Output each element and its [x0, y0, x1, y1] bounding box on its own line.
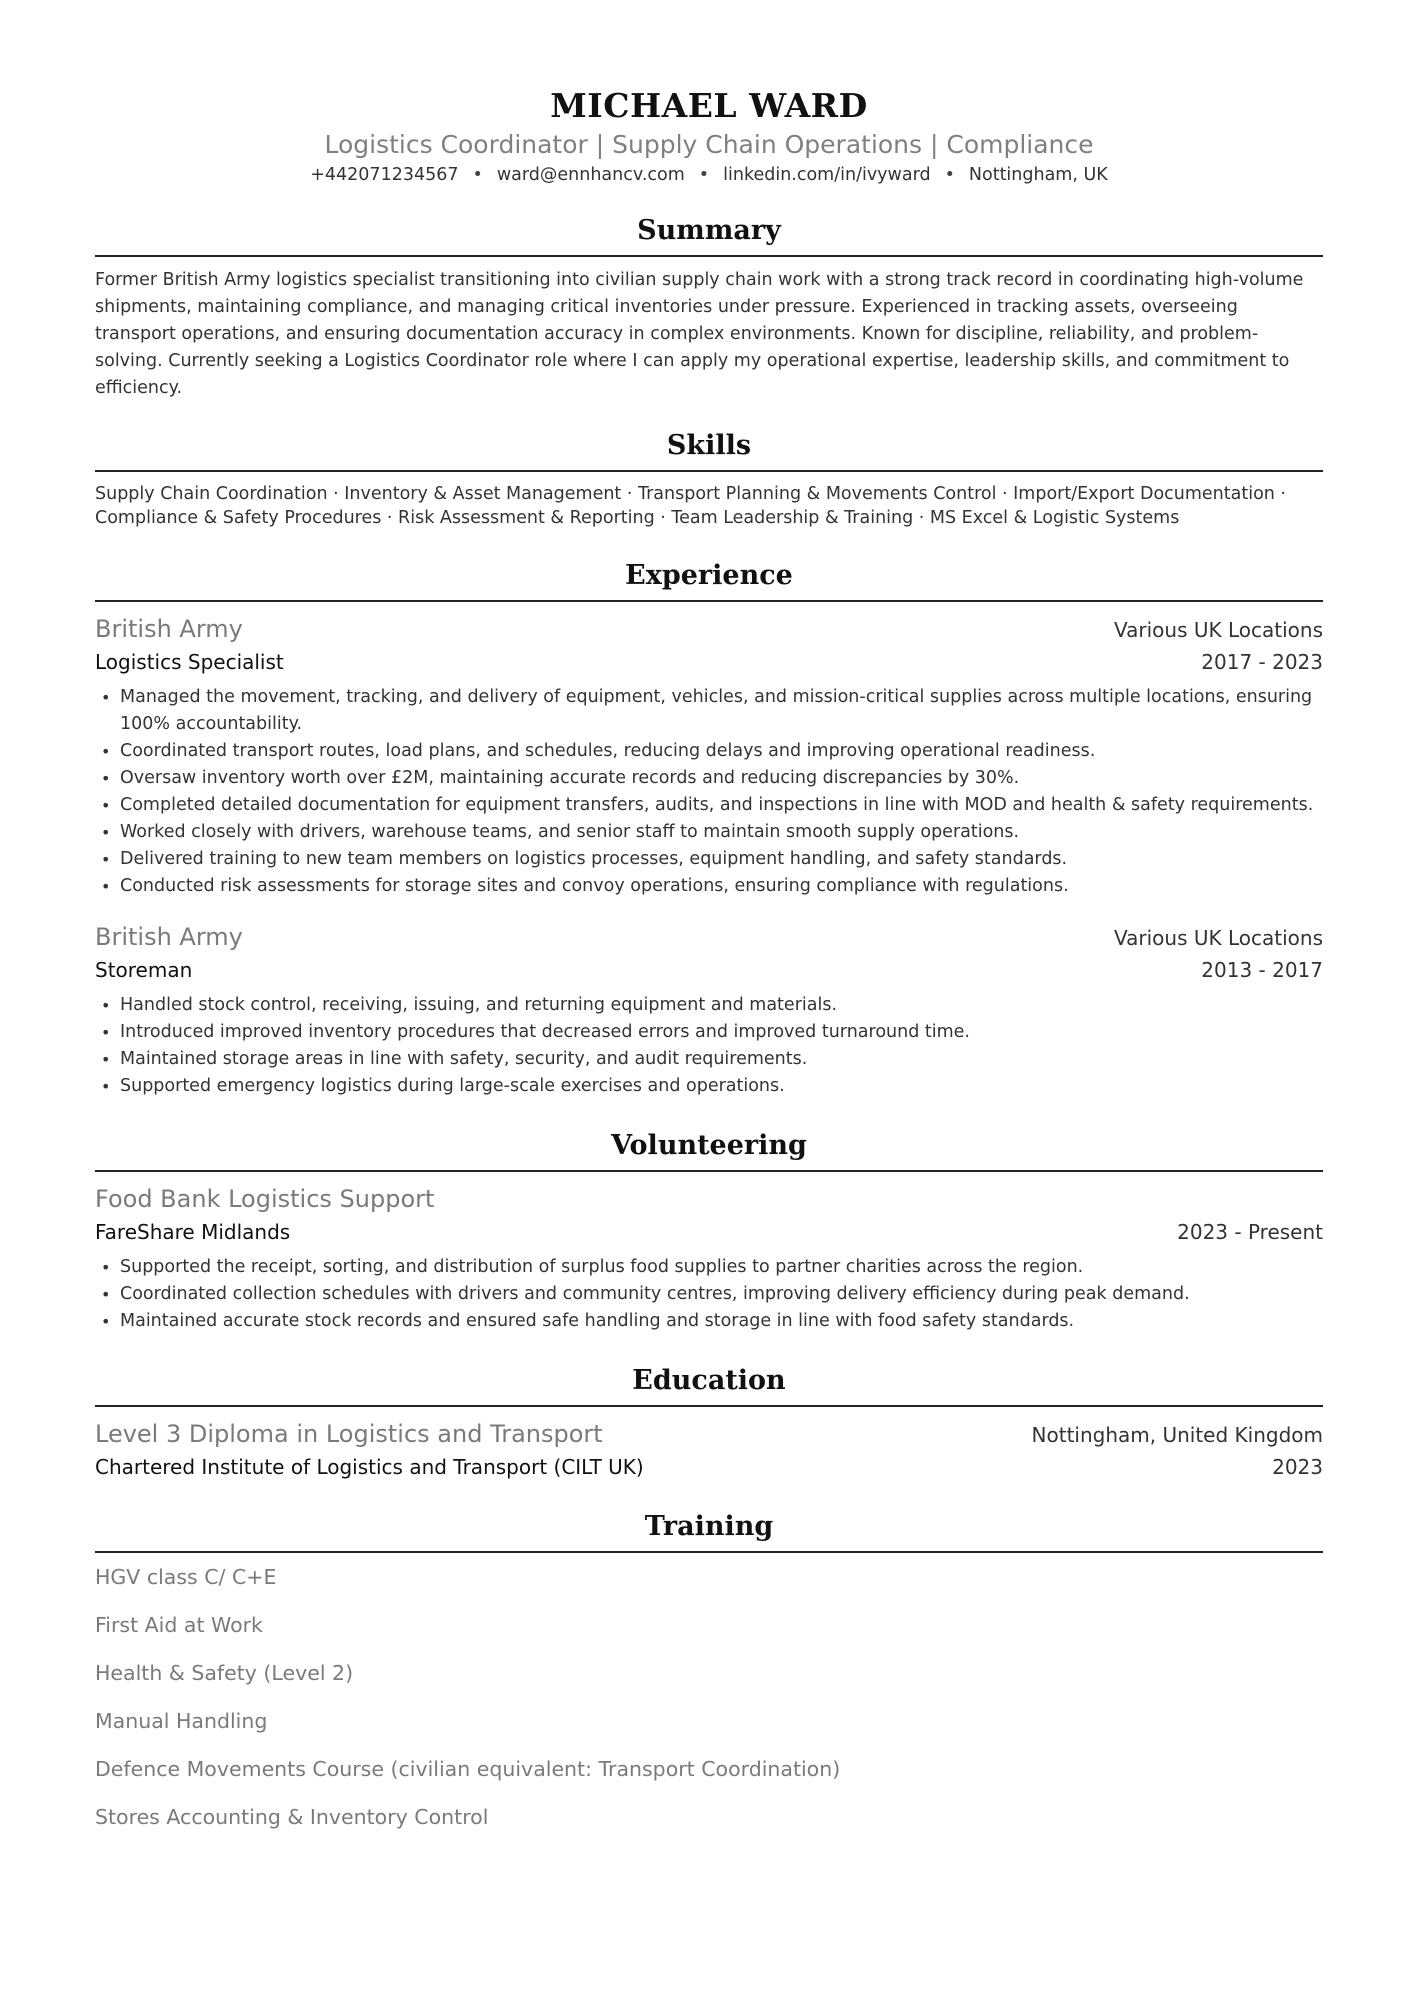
entry-dates: 2023 - Present — [1177, 1220, 1323, 1244]
experience-title: Experience — [625, 560, 793, 591]
section-divider — [95, 470, 1323, 472]
bullet-item: • Maintained storage areas in line with safety, security, and audit requirements. — [95, 1046, 1323, 1073]
experience-section — [95, 558, 1323, 1100]
bullet-item: • Managed the movement, tracking, and delivery of equipment, vehicles, and mission-critical supplies across multiple locations, ensuring 100% accountability. — [95, 684, 1323, 738]
skills-line-2: Compliance & Safety Procedures · Risk Assessment & Reporting · Team Leadership & Training · MS Excel & Logistic Systems — [95, 508, 1180, 528]
bullet-separator: • — [472, 165, 483, 185]
contact-linkedin[interactable]: linkedin.com/in/ivyward — [723, 165, 931, 185]
bullet-item: • Worked closely with drivers, warehouse teams, and senior staff to maintain smooth supply operations. — [95, 819, 1323, 846]
training-item: Manual Handling — [95, 1709, 268, 1733]
candidate-tagline: Logistics Coordinator | Supply Chain Operations | Compliance — [324, 130, 1094, 159]
summary-title: Summary — [637, 215, 781, 246]
bullet-item: • Handled stock control, receiving, issuing, and returning equipment and materials. — [95, 992, 1323, 1019]
education-year: 2023 — [1272, 1455, 1323, 1479]
contact-email[interactable]: ward@ennhancv.com — [496, 165, 685, 185]
training-item: HGV class C/ C+E — [95, 1565, 277, 1589]
bullet-item: • Supported the receipt, sorting, and distribution of surplus food supplies to partner charities across the region. — [95, 1254, 1323, 1281]
skills-title: Skills — [666, 430, 752, 461]
training-item: Stores Accounting & Inventory Control — [95, 1805, 489, 1829]
training-section — [95, 1509, 1323, 1841]
entry-bullets — [95, 1254, 1323, 1335]
bullet-item: • Conducted risk assessments for storage sites and convoy operations, ensuring compliance with regulations. — [95, 873, 1323, 900]
volunteering-entry — [95, 1182, 1323, 1335]
bullet-item: • Coordinated collection schedules with drivers and community centres, improving delivery efficiency during peak demand. — [95, 1281, 1323, 1308]
resume-header — [95, 0, 1323, 188]
entry-role: Logistics Specialist — [95, 650, 284, 674]
experience-entry — [95, 612, 1323, 900]
bullet-separator: • — [698, 165, 710, 185]
volunteering-title: Volunteering — [611, 1130, 807, 1161]
entry-organization: British Army — [95, 923, 243, 951]
volunteering-section — [95, 1128, 1323, 1335]
training-item: Health & Safety (Level 2) — [95, 1661, 354, 1685]
skills-section — [95, 428, 1323, 530]
bullet-item: • Coordinated transport routes, load plans, and schedules, reducing delays and improving operational readiness. — [95, 738, 1323, 765]
education-institution: Chartered Institute of Logistics and Transport (CILT UK) — [95, 1455, 644, 1479]
education-degree: Level 3 Diploma in Logistics and Transport — [95, 1420, 603, 1448]
contact-location: Nottingham, UK — [968, 165, 1108, 185]
bullet-item: • Introduced improved inventory procedures that decreased errors and improved turnaround time. — [95, 1019, 1323, 1046]
entry-role: FareShare Midlands — [95, 1220, 291, 1244]
training-item: First Aid at Work — [95, 1613, 263, 1637]
training-title: Training — [644, 1511, 774, 1542]
skills-line-1: Supply Chain Coordination · Inventory & Asset Management · Transport Planning & Movements Control · Import/Export Documentation · — [95, 484, 1286, 504]
training-list — [95, 1553, 1323, 1841]
education-section — [95, 1363, 1323, 1483]
entry-organization: British Army — [95, 615, 243, 643]
entry-organization: Food Bank Logistics Support — [95, 1185, 435, 1213]
bullet-separator: • — [944, 165, 955, 185]
contact-phone[interactable]: +442071234567 — [310, 165, 459, 185]
education-entry — [95, 1417, 1323, 1483]
bullet-item: • Completed detailed documentation for equipment transfers, audits, and inspections in line with MOD and health & safety requirements. — [95, 792, 1323, 819]
bullet-item: • Supported emergency logistics during large-scale exercises and operations. — [95, 1073, 1323, 1100]
section-divider — [95, 1170, 1323, 1172]
summary-text: Former British Army logistics specialist transitioning into civilian supply chain work with a strong track record in coordinating high-volume shipments, maintaining compliance, and managing critical inventories under pressure. Experienced in tracking assets, overseeing transport operations, and ensuring documentation accuracy in complex environments. Known for discipline, reliability, and problem-solving. Currently seeking a Logistics Coordinator role where I can apply my operational expertise, leadership skills, and commitment to efficiency. — [95, 270, 1304, 398]
training-item: Defence Movements Course (civilian equivalent: Transport Coordination) — [95, 1757, 841, 1781]
experience-entry — [95, 920, 1323, 1100]
entry-bullets — [95, 684, 1323, 900]
contact-line — [95, 162, 1323, 188]
entry-dates: 2017 - 2023 — [1201, 650, 1323, 674]
section-divider — [95, 600, 1323, 602]
bullet-item: • Maintained accurate stock records and ensured safe handling and storage in line with food safety standards. — [95, 1308, 1323, 1335]
entry-location: Various UK Locations — [1114, 618, 1323, 642]
section-divider — [95, 1405, 1323, 1407]
education-location: Nottingham, United Kingdom — [1031, 1423, 1323, 1447]
entry-dates: 2013 - 2017 — [1201, 958, 1323, 982]
entry-role: Storeman — [95, 958, 193, 982]
section-divider — [95, 255, 1323, 257]
resume-page — [95, 0, 1323, 1841]
entry-bullets — [95, 992, 1323, 1100]
candidate-name: MICHAEL WARD — [550, 86, 868, 125]
education-title: Education — [632, 1365, 786, 1396]
entry-location: Various UK Locations — [1114, 926, 1323, 950]
bullet-item: • Oversaw inventory worth over £2M, maintaining accurate records and reducing discrepancies by 30%. — [95, 765, 1323, 792]
bullet-item: • Delivered training to new team members on logistics processes, equipment handling, and safety standards. — [95, 846, 1323, 873]
summary-section — [95, 213, 1323, 402]
